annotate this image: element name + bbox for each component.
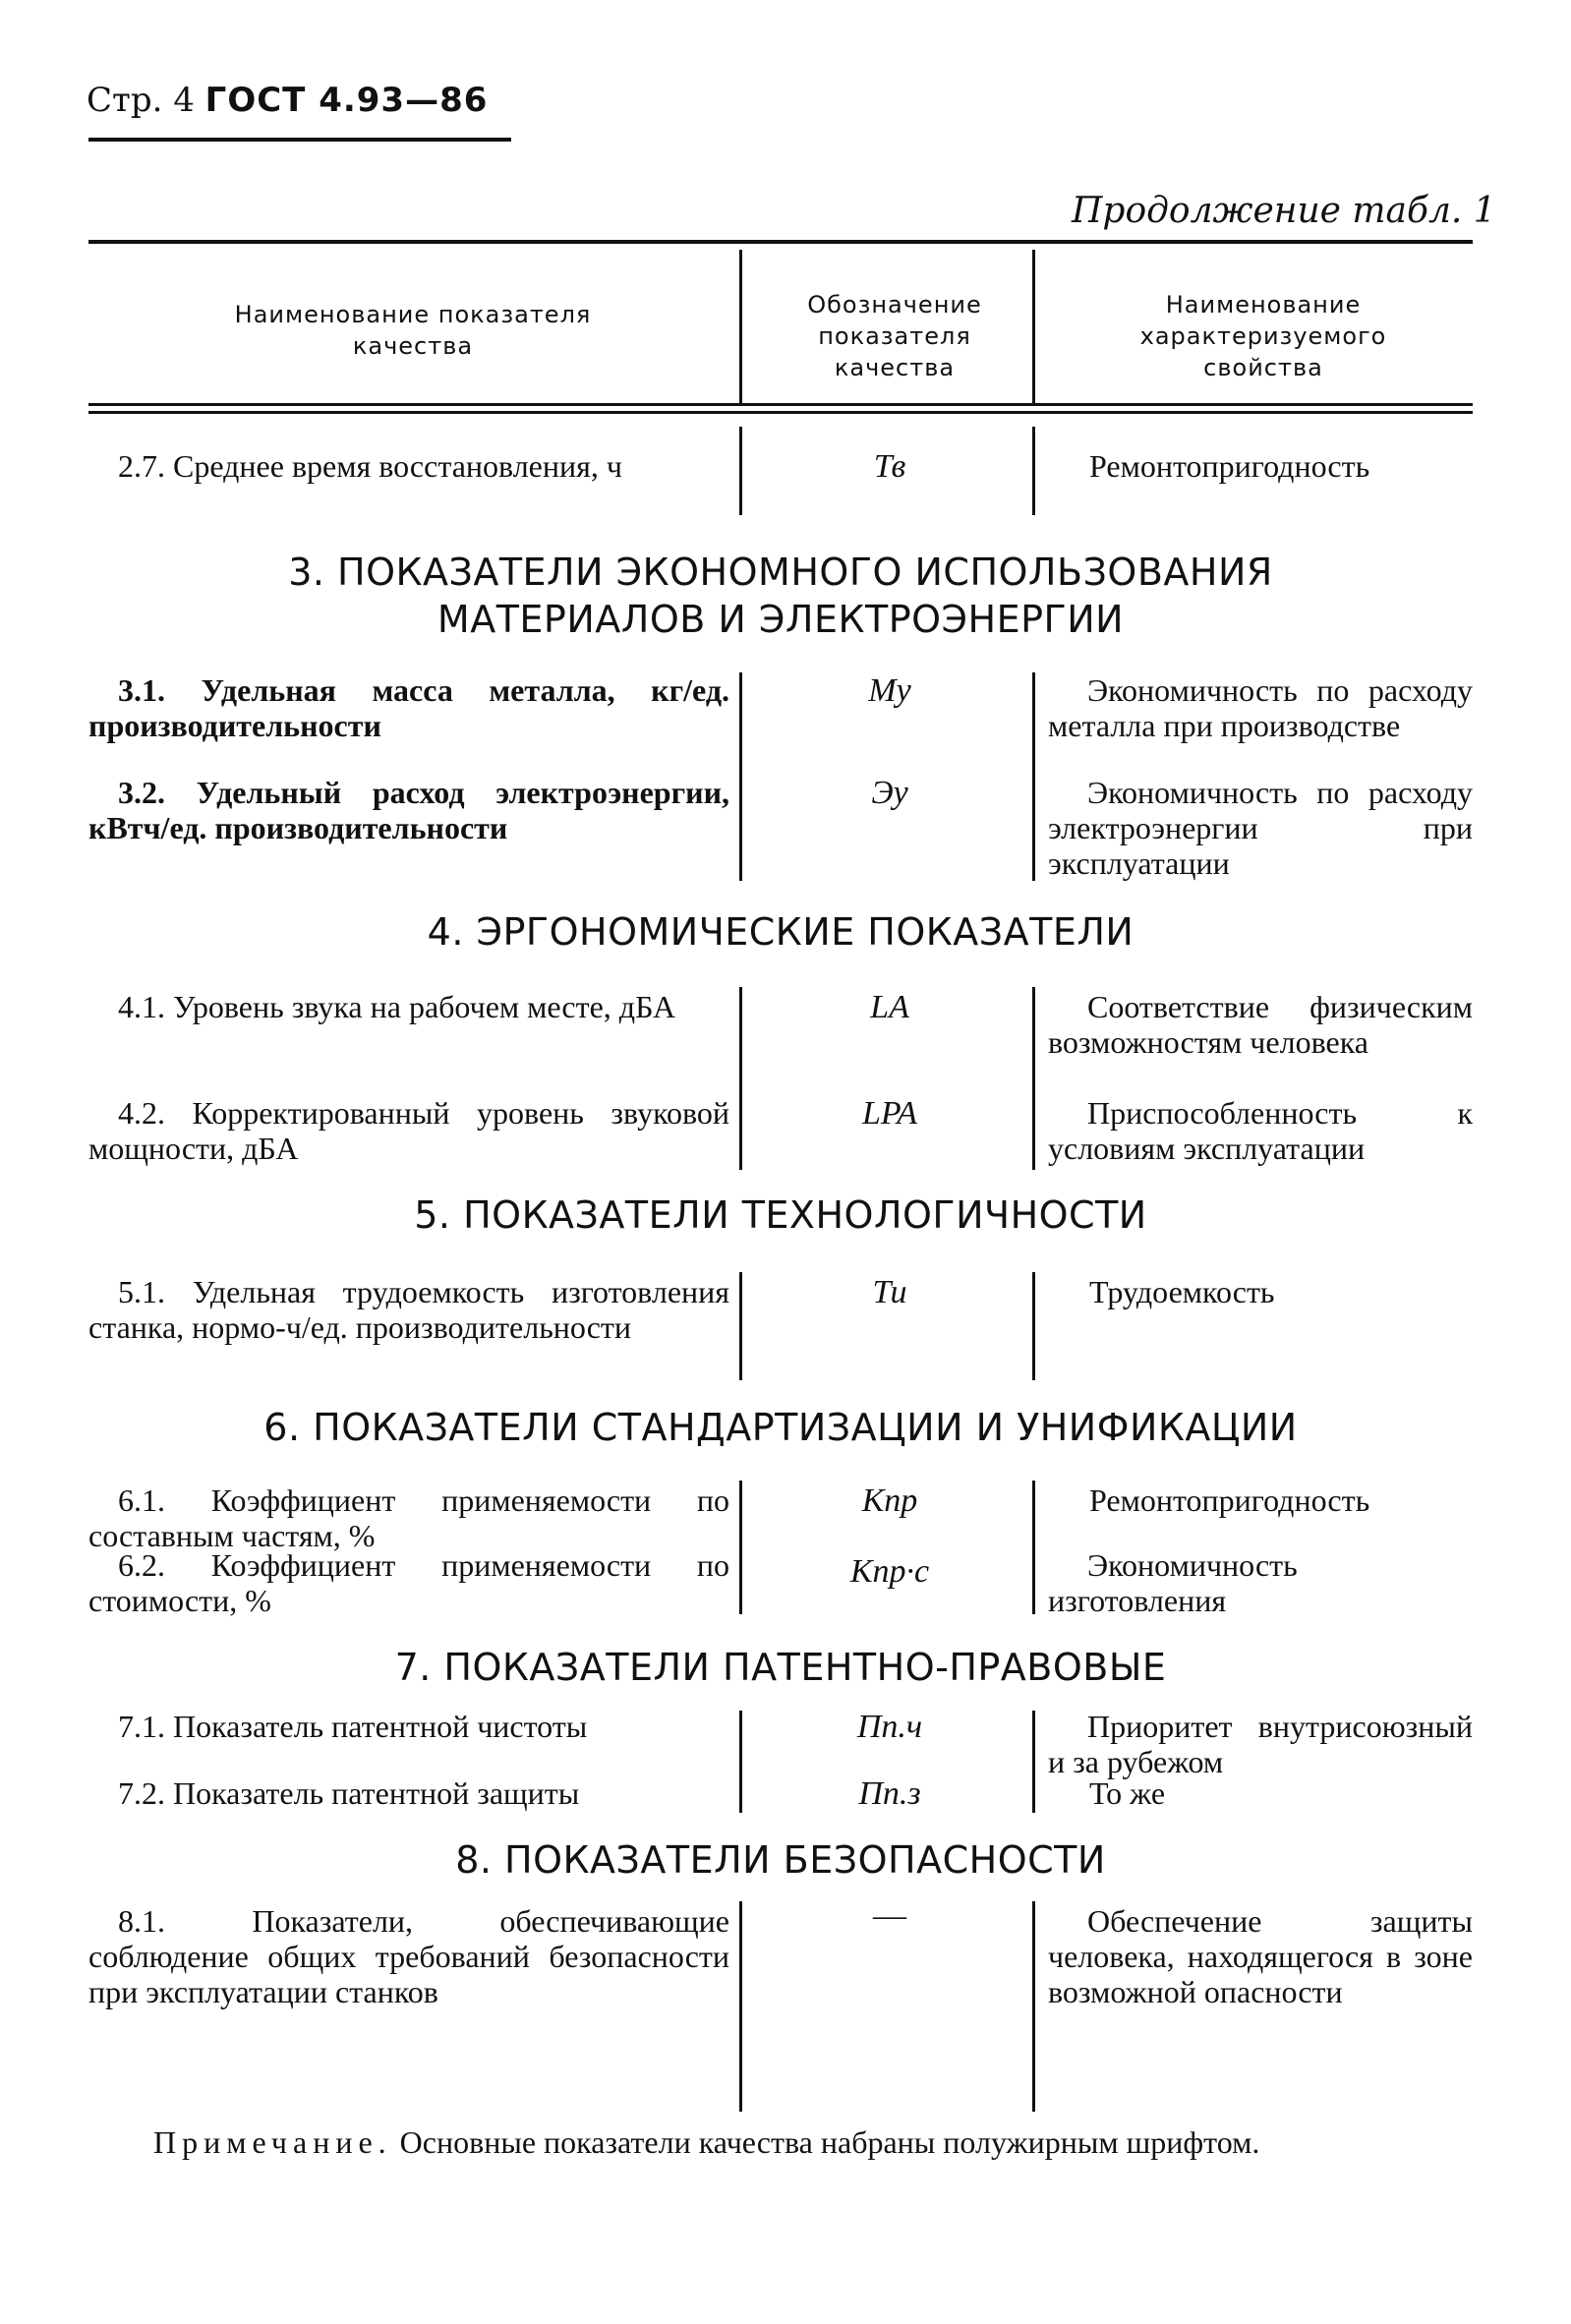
row-property: Экономичность по расходу электроэнергии при эксплуатации xyxy=(1048,775,1473,881)
row-property: Ремонтопригодность xyxy=(1089,1482,1370,1518)
col-header-symbol: Обозначение показателя качества xyxy=(807,291,982,381)
col-divider xyxy=(1032,1901,1035,2112)
col-divider xyxy=(739,250,742,403)
row-name: 6.1. Коэффициент применяемости по составным частям, % xyxy=(88,1482,729,1553)
col-header-property: Наименование характеризуемого свойства xyxy=(1139,291,1387,381)
table-continuation-label: Продолжение табл. 1 xyxy=(1072,191,1496,231)
section-heading: 4. ЭРГОНОМИЧЕСКИЕ ПОКАЗАТЕЛИ xyxy=(427,910,1135,954)
row-symbol: LPA xyxy=(861,1095,918,1132)
col-divider xyxy=(1032,1481,1035,1614)
col-divider xyxy=(739,427,742,515)
row-property: Экономичность изготовления xyxy=(1048,1547,1298,1618)
row-symbol: Пп.з xyxy=(858,1775,921,1812)
col-divider xyxy=(739,1272,742,1380)
col-divider xyxy=(1032,987,1035,1170)
col-divider xyxy=(1032,672,1035,881)
row-name: 7.2. Показатель патентной защиты xyxy=(118,1775,580,1811)
row-property: Приоритет внутрисоюзный и за рубежом xyxy=(1048,1709,1473,1779)
row-name: 4.1. Уровень звука на рабочем месте, дБА xyxy=(118,989,676,1024)
section-heading: 7. ПОКАЗАТЕЛИ ПАТЕНТНО-ПРАВОВЫЕ xyxy=(394,1646,1167,1689)
row-property: Обеспечение защиты человека, находящегося в зоне возможной опасности xyxy=(1048,1903,1473,2009)
row-symbol: LA xyxy=(870,989,909,1025)
row-name: 3.1. Удельная масса металла, кг/ед. производительности xyxy=(88,672,729,743)
page-number: Стр. 4 xyxy=(87,81,195,120)
table-note xyxy=(88,2120,1473,2165)
col-header-name: Наименование показателя качества xyxy=(234,301,592,360)
row-symbol: Кпр·с xyxy=(849,1553,930,1590)
col-divider xyxy=(739,1901,742,2112)
row-property: Приспособленность к условиям эксплуатации xyxy=(1048,1095,1473,1166)
note-label: Примечание. xyxy=(153,2124,392,2160)
col-divider xyxy=(1032,1272,1035,1380)
row-name: 5.1. Удельная трудоемкость изготовления станка, нормо-ч/ед. производительности xyxy=(88,1274,729,1345)
row-property: Ремонтопригодность xyxy=(1089,448,1370,484)
col-divider xyxy=(1032,427,1035,515)
header-rule xyxy=(88,138,511,142)
table-top-rule xyxy=(88,240,1473,244)
row-name: 8.1. Показатели, обеспечивающие соблюдение общих требований безопасности при эксплуатации станков xyxy=(88,1903,729,2009)
head-rule-2 xyxy=(88,411,1473,414)
row-symbol: Тв xyxy=(873,448,906,485)
row-symbol: Эу xyxy=(871,775,908,811)
row-property: Трудоемкость xyxy=(1089,1274,1275,1309)
col-divider xyxy=(739,1711,742,1813)
row-symbol: — xyxy=(873,1897,906,1934)
col-divider xyxy=(739,672,742,881)
page-header xyxy=(87,81,488,120)
row-property: Экономичность по расходу металла при производстве xyxy=(1048,672,1473,743)
row-name: 3.2. Удельный расход электроэнергии, кВтч/ед. производительности xyxy=(88,775,729,845)
row-symbol: Пп.ч xyxy=(856,1709,923,1745)
row-name: 6.2. Коэффициент применяемости по стоимости, % xyxy=(88,1547,729,1618)
row-name: 4.2. Корректированный уровень звуковой мощности, дБА xyxy=(88,1095,729,1166)
section-heading: 8. ПОКАЗАТЕЛИ БЕЗОПАСНОСТИ xyxy=(455,1838,1106,1882)
row-symbol: Ти xyxy=(872,1274,907,1310)
head-rule-1 xyxy=(88,403,1473,406)
section-heading: 3. ПОКАЗАТЕЛИ ЭКОНОМНОГО ИСПОЛЬЗОВАНИЯ МАТЕРИАЛОВ И ЭЛЕКТРОЭНЕРГИИ xyxy=(288,551,1273,641)
row-name: 7.1. Показатель патентной чистоты xyxy=(118,1709,588,1744)
standard-number: ГОСТ 4.93—86 xyxy=(204,81,489,120)
col-divider xyxy=(739,987,742,1170)
note-text: Основные показатели качества набраны полужирным шрифтом. xyxy=(399,2124,1260,2160)
row-property: То же xyxy=(1089,1775,1166,1811)
row-name: 2.7. Среднее время восстановления, ч xyxy=(118,448,622,484)
col-divider xyxy=(1032,250,1035,403)
section-heading: 6. ПОКАЗАТЕЛИ СТАНДАРТИЗАЦИИ И УНИФИКАЦИИ xyxy=(263,1406,1298,1449)
section-heading: 5. ПОКАЗАТЕЛИ ТЕХНОЛОГИЧНОСТИ xyxy=(414,1193,1147,1237)
row-symbol: Му xyxy=(868,672,911,709)
col-divider xyxy=(1032,1711,1035,1813)
row-symbol: Кпр xyxy=(861,1482,918,1519)
col-divider xyxy=(739,1481,742,1614)
row-property: Соответствие физическим возможностям человека xyxy=(1048,989,1473,1060)
